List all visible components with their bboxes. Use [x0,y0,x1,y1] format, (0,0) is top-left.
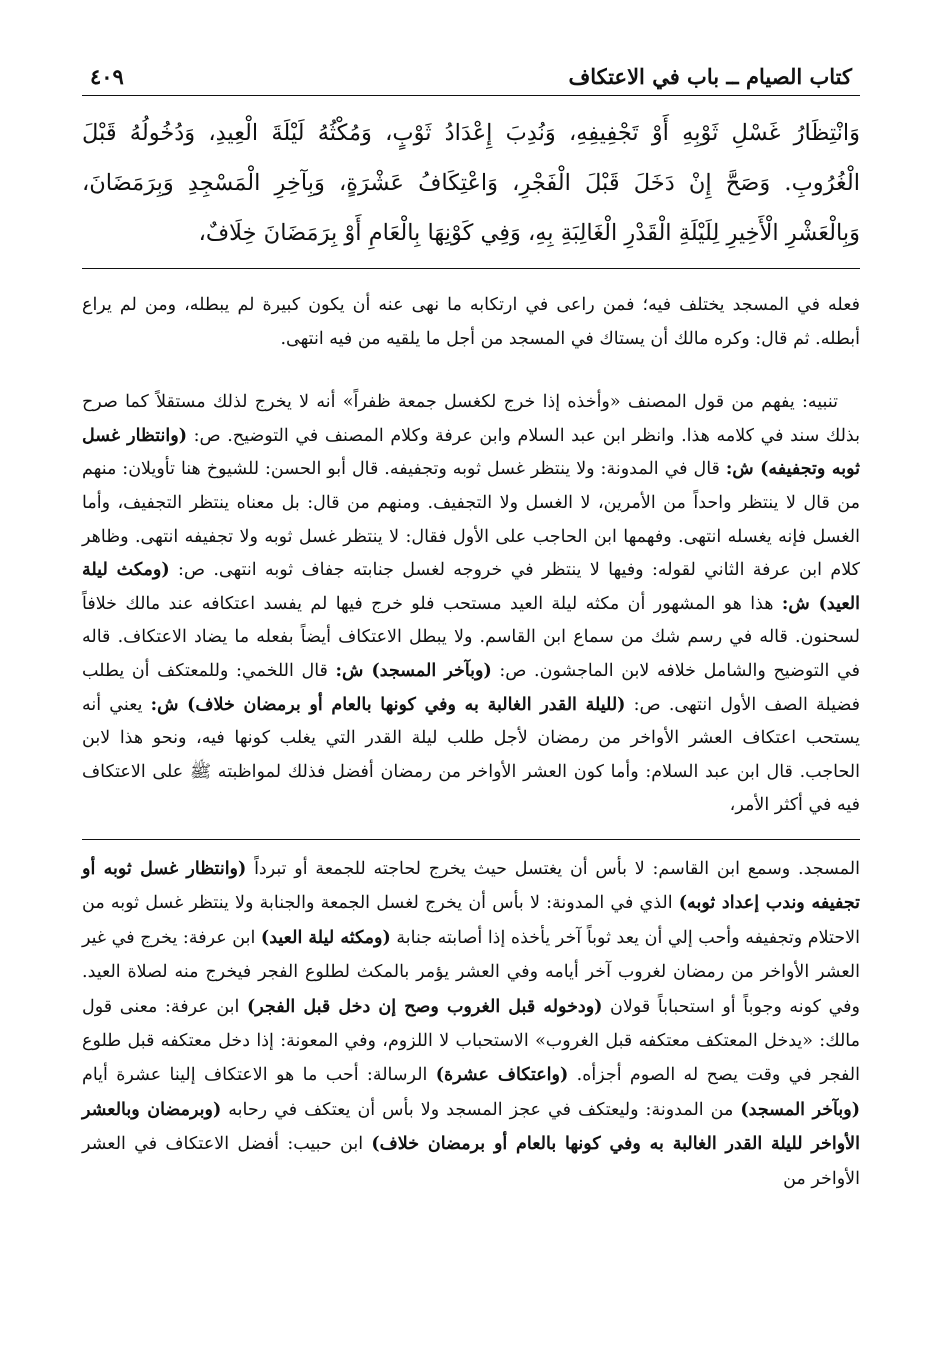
main-text: وَانْتِظَارُ غَسْلِ ثَوْبِهِ أَوْ تَجْفِيفِهِ، وَنُدِبَ إِعْدَادُ ثَوْبٍ، وَمُكْثُهُ لَيْلَةَ الْعِيدِ، وَدُخُولُهُ قَبْلَ الْغُرُوبِ. وَصَحَّ إِنْ دَخَلَ قَبْلَ الْفَجْرِ، وَاعْتِكَافُ عَشْرَةٍ، وَبِآخِرِ الْمَسْجِدِ وَبِرَمَضَانَ، وَبِالْعَشْرِ الْأَخِيرِ لِلَيْلَةِ الْقَدْرِ الْغَالِبَةِ بِهِ، وَفِي كَوْنِهَا بِالْعَامِ أَوْ بِرَمَضَانَ خِلَافٌ، [82,120,860,246]
footnote-text: من المدونة: وليعتكف في عجز المسجد ولا بأس أن يعتكف في رحابه [221,1099,741,1120]
commentary-text: تنبيه: يفهم من قول المصنف «وأخذه إذا خرج لكغسل جمعة ظفراً» أنه لا يخرج لذلك مستقلاً كما صرح بذلك سند في كلامه هذا. وانظر ابن عبد السلام وابن عرفة وكلام المصنف في التوضيح. ص: [82,392,860,446]
divider-lower [82,839,860,840]
footnote-commentary [82,852,860,1196]
divider-upper [82,268,860,269]
commentary-text: يعني أنه يستحب اعتكاف العشر الأواخر من رمضان لأجل طلب ليلة القدر التي يغلب كونها فيه، ونحو هذا لابن الحاجب. قال ابن عبد السلام: وأما كون العشر الأواخر من رمضان أفضل فذلك لمواظبته ﷺ على الاعتكاف فيه في أكثر الأمر، [82,694,860,816]
quoted-heading: (وانتظار غسل ثوبه وتجفيفه) ش: [82,425,861,480]
commentary-text: قال في المدونة: ولا ينتظر غسل ثوبه وتجفيفه. قال أبو الحسن: للشيوخ هنا تأويلان: منهم من قال لا ينتظر واحداً من الأمرين، لا الغسل ولا التجفيف. ومنهم من قال: بل معناه ينتظر التجفيف، وأما الغسل فإنه يغسله انتهى. وفهمها ابن الحاجب على الأول فقال: لا ينتظر غسل ثوبه ولا تجفيفه انتهى. وظاهر كلام ابن عرفة الثاني لقوله: وفيها لا ينتظر في خروجه لغسل جنابته جفاف ثوبه انتهى. ص: [82,459,860,581]
quoted-heading: (لليلة القدر الغالبة به وفي كونها بالعام أو برمضان خلاف) ش: [150,694,626,715]
footnote-text: ابن عرفة: معنى قول مالك: «يدخل المعتكف معتكفه قبل الغروب» الاستحباب لا اللزوم، وفي المعونة: إذا دخل معتكفه قبل طلوع الفجر في وقت يصح له الصوم أجزأه. [82,996,860,1086]
quoted-heading: (ومكث ليلة العيد) ش: [82,560,860,614]
footnote-paragraph [82,852,860,1196]
footnote-text: الرسالة: أحب ما هو الاعتكاف إلينا عشرة أيام [82,1065,436,1086]
footnote-text: ابن عرفة: يخرج في غير العشر الأواخر من رمضان لغروب آخر أيامه وفي العشر يؤمر بالمكث لطلوع الفجر فيخرج منه لصلاة العيد. وفي كونه وجوباً أو استحباباً قولان [82,927,860,1017]
commentary-text: هذا هو المشهور أن مكثه ليلة العيد مستحب فلو خرج فيها لم يفسد اعتكافه عند مالك خلافاً لسحنون. قاله في رسم شك من سماع ابن القاسم. ولا يبطل الاعتكاف أيضاً بفعله ما يضاد الاعتكاف. قاله في التوضيح والشامل خلافه لابن الماجشون. ص: [82,593,860,681]
quoted-heading: (وبآخر المسجد) ش: [335,660,492,681]
quoted-heading: (ودخوله قبل الغروب وصح إن دخل قبل الفجر) [246,996,603,1017]
commentary [82,289,860,823]
footnote-text: المسجد. وسمع ابن القاسم: لا بأس أن يغتسل حيث يخرج لحاجته للجمعة أو تبرداً [246,858,860,879]
page-number: ٤٠٩ [90,64,124,89]
page-header [82,52,860,96]
book-page [82,52,860,1196]
commentary-paragraph [82,386,860,823]
commentary-text: قال اللخمي: وللمعتكف أن يطلب فضيلة الصف الأول انتهى. ص: [82,660,861,715]
quoted-heading: (ومكثه ليلة العيد) [260,927,391,948]
quoted-heading: (وبرمضان وبالعشر الأواخر لليلة القدر الغالبة به وفي كونها بالعام أو برمضان خلاف) [82,1099,860,1155]
footnote-text: الذي في المدونة: لا بأس أن يخرج لغسل الجمعة والجنابة ولا ينتظر غسل ثوبه من الاحتلام وتجفيفه وأحب إلي أن يعد ثوباً آخر يأخذه إذا أصابته جنابة [82,893,860,948]
running-title: كتاب الصيام ــ باب في الاعتكاف [568,64,852,89]
quoted-heading: (وانتظار غسل ثوبه أو تجفيفه وندب إعداد ثوبه) [82,858,861,914]
footnote-text: ابن حبيب: أفضل الاعتكاف في العشر الأواخر من [82,1134,860,1189]
quoted-heading: (وبآخر المسجد) [740,1099,860,1120]
quoted-heading: (واعتكاف عشرة) [435,1065,569,1086]
commentary-paragraph: فعله في المسجد يختلف فيه؛ فمن راعى في ارتكابه ما نهى عنه أن يكون كبيرة لم يبطله، ومن لم يراع أبطله. ثم قال: وكره مالك أن يستاك في المسجد من أجل ما يلقيه من فيه انتهى. [82,295,860,349]
